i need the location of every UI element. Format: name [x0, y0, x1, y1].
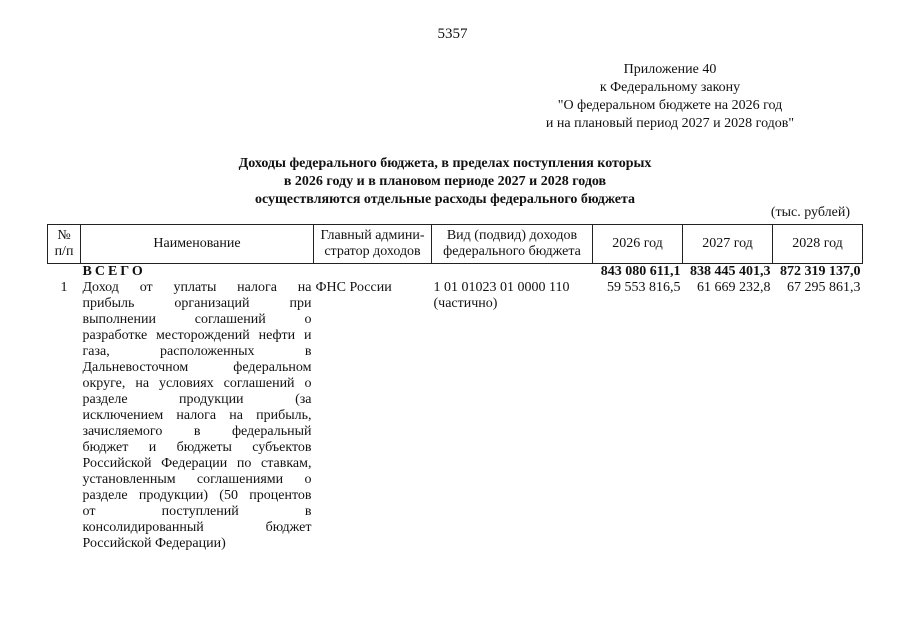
appendix-line: Приложение 40: [623, 62, 717, 77]
total-label: ВСЕГО: [82, 264, 146, 279]
table-header-row: [48, 225, 863, 264]
header-income-kind: Вид (подвид) доходов федерального бюджета: [432, 225, 593, 264]
total-2026: 843 080 611,1: [600, 264, 681, 279]
table-row: [48, 280, 863, 552]
title-line: осуществляются отдельные расходы федерального бюджета: [254, 192, 636, 207]
title-line: Доходы федерального бюджета, в пределах поступления которых: [238, 156, 652, 171]
header-2026: 2026 год: [593, 225, 683, 264]
row-number: 1: [60, 280, 68, 295]
units-label: (тыс. рублей): [770, 205, 850, 220]
value-2026: 59 553 816,5: [607, 280, 681, 295]
appendix-line: к Федеральному закону: [599, 80, 741, 95]
header-2028: 2028 год: [773, 225, 863, 264]
value-2028: 67 295 861,3: [787, 280, 861, 295]
header-2027: 2027 год: [683, 225, 773, 264]
header-name: Наименование: [81, 225, 314, 264]
income-code: 1 01 01023 01 0000 110 (частично): [433, 280, 570, 311]
value-2027: 61 669 232,8: [697, 280, 771, 295]
total-2027: 838 445 401,3: [690, 264, 771, 279]
total-row: [48, 264, 863, 281]
income-administrator: ФНС России: [315, 280, 392, 295]
appendix-reference: [505, 61, 835, 133]
document-title: [140, 155, 750, 209]
page-number: 5357: [437, 26, 468, 42]
income-name: Доход от уплаты налога на прибыль организаций при выполнении соглашений о разработке месторождений нефти и газа, расположенных в Дальневосточном федеральном округе, на условиях соглашений о разделе продукции (за исключением налога на прибыль, зачисляемого в федеральный бюджет и бюджеты субъектов Российской Федерации по ставкам, установленным соглашениями о разделе продукции) (50 процентов от поступлений в консолидированный бюджет Российской Федерации): [82, 280, 312, 551]
header-administrator: Главный админи- стратор доходов: [314, 225, 432, 264]
income-table: [47, 224, 863, 552]
total-2028: 872 319 137,0: [780, 264, 861, 279]
appendix-line: и на плановый период 2027 и 2028 годов": [545, 116, 795, 131]
header-number: № п/п: [48, 225, 81, 264]
appendix-line: "О федеральном бюджете на 2026 год: [557, 98, 783, 113]
title-line: в 2026 году и в плановом периоде 2027 и 2028 годов: [283, 174, 607, 189]
